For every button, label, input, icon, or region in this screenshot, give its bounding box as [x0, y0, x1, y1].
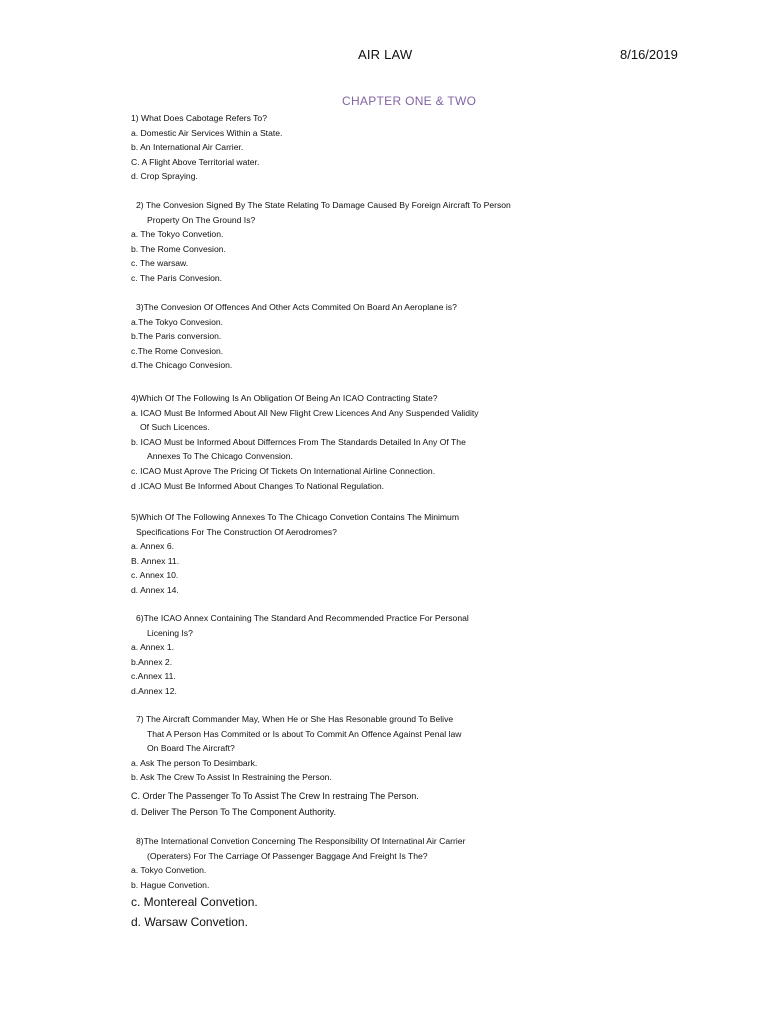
question-text: 2) The Convesion Signed By The State Relating To Damage Caused By Foreign Aircraft To Person	[136, 200, 511, 210]
option-d: d. Crop Spraying.	[131, 171, 198, 182]
question-text: 1) What Does Cabotage Refers To?	[131, 113, 267, 123]
option-c: c. Montereal Convetion.	[131, 895, 258, 910]
option-a-continued: Of Such Licences.	[140, 422, 210, 433]
option-a: a. Ask The person To Desimbark.	[131, 757, 258, 768]
option-b: b. Ask The Crew To Assist In Restraining the Person.	[131, 772, 332, 783]
option-c: c. ICAO Must Aprove The Pricing Of Tickets On International Airline Connection.	[131, 465, 436, 476]
question-8	[131, 834, 691, 932]
option-c: c.The Rome Convesion.	[131, 345, 224, 356]
question-4	[131, 391, 691, 493]
header-title: AIR LAW	[358, 47, 413, 62]
option-c: c. Annex 10.	[131, 570, 179, 581]
question-text-continued: Licening Is?	[147, 627, 193, 638]
question-5	[131, 510, 691, 598]
question-2	[131, 198, 691, 286]
question-text: 5)Which Of The Following Annexes To The Chicago Convetion Contains The Minimum	[131, 512, 460, 522]
question-text: 8)The International Convetion Concerning The Responsibility Of Internatinal Air Carrier	[136, 836, 466, 846]
question-text: 4)Which Of The Following Is An Obligation Of Being An ICAO Contracting State?	[131, 393, 438, 403]
question-text: 3)The Convesion Of Offences And Other Acts Commited On Board An Aeroplane is?	[136, 302, 457, 312]
question-text: 6)The ICAO Annex Containing The Standard And Recommended Practice For Personal	[136, 613, 469, 623]
option-a: a. Annex 1.	[131, 642, 175, 653]
option-b-continued: Annexes To The Chicago Convension.	[147, 451, 293, 462]
question-7	[131, 712, 691, 820]
option-c: c.Annex 11.	[131, 671, 176, 682]
question-text-continued: Property On The Ground Is?	[147, 214, 256, 225]
question-text-continued: Specifications For The Construction Of Aerodromes?	[136, 526, 337, 537]
option-d: d .ICAO Must Be Informed About Changes To National Regulation.	[131, 480, 385, 491]
question-text: 7) The Aircraft Commander May, When He or She Has Resonable ground To Belive	[136, 714, 454, 724]
question-1	[131, 111, 691, 184]
option-a: a. The Tokyo Convetion.	[131, 229, 224, 240]
option-b: b.The Paris conversion.	[131, 331, 222, 342]
option-d: d. Annex 14.	[131, 584, 179, 595]
option-a: a. Annex 6.	[131, 541, 175, 552]
question-text-continued: That A Person Has Commited or Is about To Commit An Offence Against Penal law	[147, 728, 462, 739]
option-d: d.The Chicago Convesion.	[131, 360, 233, 371]
option-a: a. Tokyo Convetion.	[131, 865, 207, 876]
option-b: b. An International Air Carrier.	[131, 142, 244, 153]
question-text-continued: (Operaters) For The Carriage Of Passenger Baggage And Freight Is The?	[147, 850, 428, 861]
option-c: C. Order The Passenger To To Assist The Crew In restraing The Person.	[131, 790, 419, 801]
question-text-continued-2: On Board The Aircraft?	[147, 743, 235, 754]
header-date: 8/16/2019	[620, 47, 678, 62]
option-d: d.Annex 12.	[131, 685, 177, 696]
option-b: b. ICAO Must be Informed About Differnces From The Standards Detailed In Any Of The	[131, 436, 466, 447]
question-3	[131, 300, 691, 373]
option-a: a.The Tokyo Convesion.	[131, 316, 224, 327]
option-b: B. Annex 11.	[131, 555, 180, 566]
option-b: b. Hague Convetion.	[131, 879, 210, 890]
chapter-title: CHAPTER ONE & TWO	[342, 94, 477, 108]
option-a: a. ICAO Must Be Informed About All New Flight Crew Licences And Any Suspended Validity	[131, 407, 479, 418]
option-b: b. The Rome Convesion.	[131, 243, 226, 254]
option-b: b.Annex 2.	[131, 656, 173, 667]
option-c: C. A Flight Above Territorial water.	[131, 156, 260, 167]
option-a: a. Domestic Air Services Within a State.	[131, 127, 283, 138]
option-d: d. Warsaw Convetion.	[131, 915, 248, 930]
option-d: d. Deliver The Person To The Component Authority.	[131, 806, 336, 817]
option-c: c. The warsaw.	[131, 258, 189, 269]
question-6	[131, 611, 691, 699]
option-d: c. The Paris Convesion.	[131, 272, 223, 283]
